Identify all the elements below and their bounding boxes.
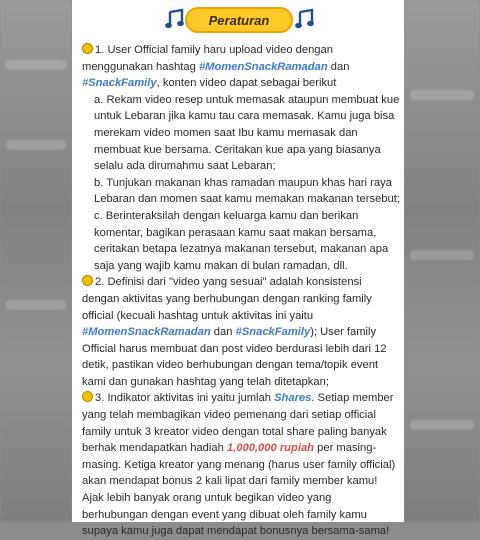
hashtag-link[interactable]: #MomenSnackRamadan [82,326,211,339]
rule-2 [82,274,400,390]
bullet-dot-icon [82,391,93,402]
rule-3 [82,390,400,539]
hashtag-link[interactable]: #SnackFamily [235,326,311,339]
banner [164,6,314,34]
rule-1 [82,42,400,92]
rule-text: dan [327,60,350,73]
rules-content [82,42,400,540]
bullet-dot-icon [82,275,93,286]
blurred-text-line [6,60,66,70]
blurred-text-line [6,300,66,310]
blurred-text-line [6,140,66,150]
rule-text: 2. Definisi dari "video yang sesuai" adalah konsistensi dengan aktivitas yang berhubungan dengan ranking family official (kecuali hashtag untuk aktivitas ini yaitu [82,276,372,322]
rule-text: , konten video dapat sebagai berikut [156,77,337,90]
blurred-background-left [0,0,72,522]
hashtag-link[interactable]: #SnackFamily [82,77,157,90]
rule-text: dan [210,326,236,339]
rule-1a: a. Rekam video resep untuk memasak ataupun membuat kue untuk Lebaran jika kamu tau cara memasak. Kamu juga bisa merekam video momen saat Ibu kamu memasak dan membuat kue bersama. Ceritakan kue apa yang biasanya selalu ada dirumahmu saat Lebaran; [94,93,400,173]
rule-text: . Setiap member yang telah membagikan video pemenang dari setiap official family untuk 3 kreator video dengan total share paling banyak berhak mendapatkan hadiah [82,392,394,455]
hashtag-link[interactable]: #MomenSnackRamadan [198,60,328,73]
prize-amount: 1,000,000 rupiah [226,442,315,455]
rule-text: per masing-masing. Ketiga kreator yang menang (harus user family official) akan mendapat bonus 2 kali lipat dari family member kamu! Ajak lebih banyak orang untuk begikan video yang berhubungan dengan event yang dibuat oleh family kamu supaya kamu juga dapat mendapat bonusnya bersama-sama! [82,442,396,538]
rule-text: ); User family Official harus membuat dan post video berdurasi lebih dari 12 detik, pastikan video berhubungan dengan tema/topik event kami dan gunakan hashtag yang telah ditetapkan; [82,326,387,388]
music-note-icon [294,8,316,30]
rule-text: 3. Indikator aktivitas ini yaitu jumlah [95,392,275,405]
rule-text: 1. User Official family haru upload video dengan menggunakan hashtag [82,44,333,73]
rule-1b: b. Tunjukan makanan khas ramadan maupun khas hari raya Lebaran dan momen saat kamu memakan makanan tersebut; [94,176,400,206]
rules-card [72,0,404,538]
blurred-background-right [404,0,480,522]
rule-1c: c. Berinteraksilah dengan keluarga kamu dan berikan komentar, bagikan perasaan kamu saat makan bersama, ceritakan betapa lezatnya makanan tersebut, makanan apa saja yang wajib kamu makan di bulan ramadan, dll. [94,209,389,272]
blurred-text-line [410,250,474,260]
bullet-dot-icon [82,43,93,54]
banner-title: Peraturan [185,7,293,33]
blurred-text-line [410,90,474,100]
blurred-text-line [410,420,474,430]
shares-highlight: Shares [274,392,312,405]
